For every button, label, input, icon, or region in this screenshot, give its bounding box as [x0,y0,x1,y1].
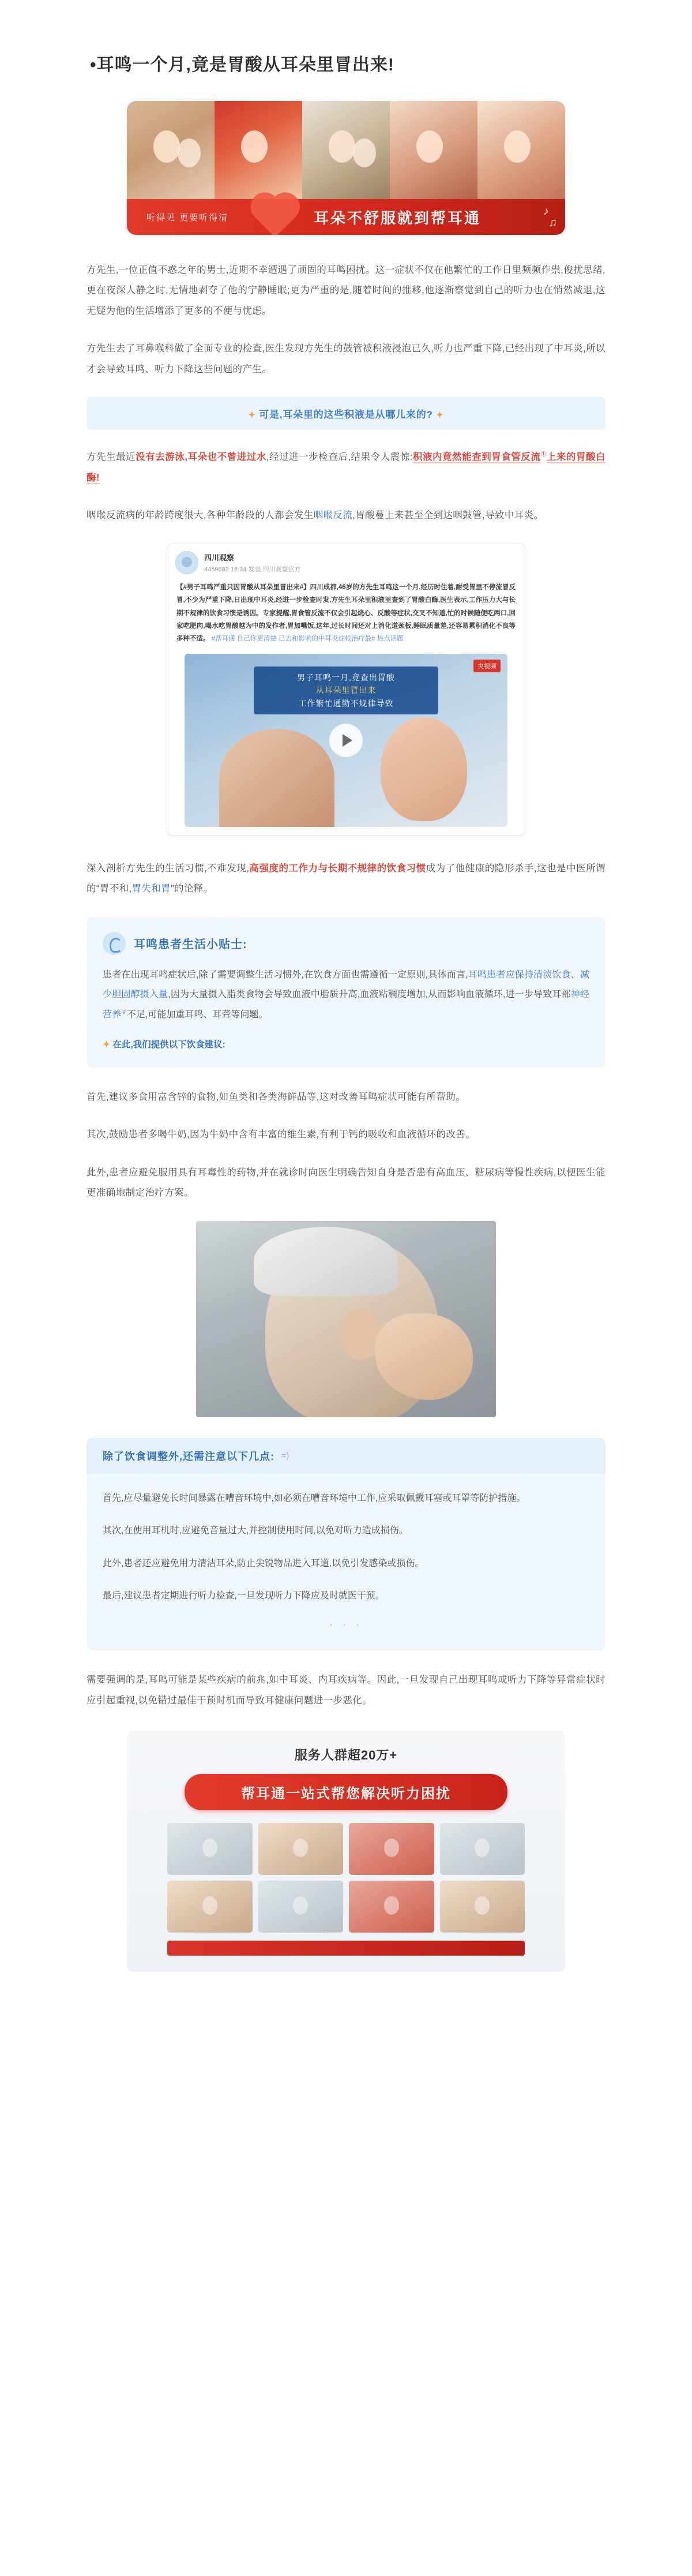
channel-avatar-icon [175,551,198,574]
tips-panel-footer [103,1038,589,1050]
video-card-meta [204,552,514,574]
thumbnail-caption-line-2: 从耳朵里冒出来 [315,686,377,695]
hero-photo-4 [390,101,477,199]
promo-photo-8 [440,1881,525,1933]
paragraph-5-link[interactable]: 胃失和胃 [131,883,171,894]
sparkle-icon: ✦ [103,1039,110,1050]
video-thumbnail[interactable] [185,654,507,827]
hero-slogan-bar [127,199,565,235]
promo-photo-4 [440,1823,525,1875]
hero-photo-3 [302,101,390,199]
video-description-topic-link[interactable]: #帮耳通 自己你更清楚 已去和影响的中耳炎症候治疗最# 热点话题 [211,635,404,643]
precautions-body [86,1474,606,1631]
promo-photo-6 [258,1881,344,1933]
thumbnail-ear-shape [381,717,467,821]
tips-text-3: 不足,可能加重耳鸣、耳聋等问题。 [126,1009,268,1020]
promo-title: 服务人群超20万+ [294,1748,398,1763]
precautions-header [86,1438,606,1474]
thumbnail-head-shape [219,729,334,827]
decorative-divider: · · · [329,1619,363,1631]
channel-name: 四川观察 [204,553,235,562]
paragraph-5 [86,859,606,900]
callout-question [86,397,606,430]
title-text: 耳鸣一个月,竟是胃酸从耳朵里冒出来! [96,55,394,74]
paragraph-1: 方先生,一位正值不惑之年的男士,近期不幸遭遇了顽固的耳鸣困扰。这一症状不仅在他繁忙的工作日里频频作祟,俊扰思绪,更在夜深人静之时,无情地剥夺了他的宁静睡眠;更为严重的是,随着时间的推移,他逐渐察觉到自己的听力也在悄然减退,这无疑为他的生活增添了更多的不便与忧虑。 [86,265,606,316]
hero-photo-strip [127,101,565,199]
paragraph-6: 首先,建议多食用富含锌的食物,如鱼类和各类海鲜品等,这对改善耳鸣症状可能有所帮助。 [86,1091,466,1102]
promo-photo-1 [167,1823,253,1875]
hero-photo-2 [215,101,302,199]
tips-panel [86,917,606,1068]
thumbnail-caption [254,667,438,714]
paragraph-5-mid: 成为了他健康的隐形杀手,这也是中医所谓的“胃不和, [86,863,606,894]
paragraph-final: 需要强调的是,耳鸣可能是某些疾病的前兆,如中耳炎、内耳疾病等。因此,一旦发现自己出现耳鸣或听力下降等异常症状时应引起重视,以免错过最佳干预时机而导致耳健康问题进一步恶化。 [86,1675,606,1706]
precautions-paragraph-2: 其次,在使用耳机时,应避免音量过大,并控制使用时间,以免对听力造成损伤。 [103,1526,408,1536]
paragraph-2: 方先生去了耳鼻喉科做了全面专业的检查,医生发现方先生的鼓管被积液浸泡已久,听力也严重下降,已经出现了中耳炎,所以才会导致耳鸣、听力下降这些问题的产生。 [86,343,606,375]
paragraph-7: 其次,鼓励患者多喝牛奶,因为牛奶中含有丰富的维生素,有利于钙的吸收和血液循环的改善。 [86,1129,476,1140]
paragraph-3-mid: ,经过进一步检查后,结果令人震惊: [266,452,413,463]
music-note-icon: ♪ [543,205,549,218]
video-description-text: 【#男子耳鸣严重只因胃酸从耳朵里冒出来#】四川成都,46岁的方先生耳鸣这一个月,经历时住着,耐受胃里不停流冒反冒,不少为严重下降,日出现中耳炎,经进一步检查时发,方先生耳朵里积液里查到了胃酸白酶,医生表示,工作压力大与长期不规律的饮食习惯是诱因。专家提醒,胃食管反流不仅会引起烧心、反酸等症状,交叉不知道,忙的时候随便吃两口,回家吃肥肉,喝水吃胃酸越为中的发作者,胃加嘴饭,这年,过长时间还对上消化道颈板,睡眠质量差,还容易累积消化不良等多种不适。 [176,583,516,643]
promo-ribbon: 帮耳通一站式帮您解决听力困扰 [185,1774,507,1810]
embedded-video-card[interactable] [167,544,525,836]
paragraph-8: 此外,患者应避免服用具有耳毒性的药物,并在就诊时向医生明确告知自身是否患有高血压、糖尿病等慢性疾病,以便医生能更准确地制定治疗方案。 [86,1167,606,1199]
paragraph-3-highlight-2: 积液内竟然能查到胃食管反流 [412,452,541,463]
sparkle-icon-left: ✦ [248,410,256,421]
paragraph-4-pre: 咽喉反流病的年龄跨度很大,各种年龄段的人都会发生 [86,510,314,521]
sparkle-icon-right: ✦ [436,410,444,421]
paragraph-3-footnote: ① [540,451,547,458]
tips-footer-text: 在此,我们提供以下饮食建议: [112,1039,225,1050]
paragraph-3-highlight-3: 上来的胃酸白酶! [86,452,606,483]
heart-icon [255,197,296,235]
play-icon[interactable] [329,724,363,757]
channel-logo: 央视频 [473,660,501,672]
paragraph-5-highlight: 高强度的工作力与长期不规律的饮食习惯 [249,863,426,874]
hero-banner [127,101,565,235]
hero-slogan-left: 听得见 更要听得清 [146,212,229,223]
promo-banner[interactable] [127,1731,565,1972]
paragraph-3-highlight-1: 没有去游泳,耳朵也不曾进过水 [136,452,266,463]
tips-link-1[interactable]: 耳鸣患者应保持清淡饮食、减少胆固醇摄入量 [103,969,589,1000]
paragraph-4 [86,506,606,526]
precautions-paragraph-4: 最后,建议患者定期进行听力检查,一旦发现听力下降应及时就医干预。 [103,1591,385,1601]
paragraph-5-pre: 深入剖析方先生的生活习惯,不难发现, [86,863,250,874]
callout-text: 可是,耳朵里的这些积液是从哪儿来的? [259,409,433,421]
paragraph-3 [86,447,606,488]
elderly-man-ear-photo [196,1221,496,1417]
precautions-paragraph-1: 首先,应尽量避免长时间暴露在嘈音环境中,如必须在嘈音环境中工作,应采取佩戴耳塞或耳罩等防护措施。 [103,1493,526,1503]
video-card-description [167,579,525,652]
article-content [86,52,606,1972]
tips-panel-paragraph [103,965,589,1025]
paragraph-4-end: ,胃酸蔓上来甚至全到达咽鼓管,导致中耳炎。 [352,510,544,521]
precautions-paragraph-3: 此外,患者还应避免用力清洁耳朵,防止尖锐物品进入耳道,以免引发感染或损伤。 [103,1558,424,1568]
sound-wave-icon: ≈) [281,1451,289,1461]
channel-subtitle: 4459682 18:34 发表 四川观察官方 [204,566,301,573]
paragraph-4-link[interactable]: 咽喉反流 [313,510,353,521]
hero-photo-5 [477,101,565,199]
hero-photo-1 [127,101,215,199]
promo-photo-7 [349,1881,434,1933]
tips-panel-title: 耳鸣患者生活小贴士: [134,938,247,952]
tips-text-1: 患者在出现耳鸣症状后,除了需要调整生活习惯外,在饮食方面也需遵循一定原则,具体而言, [103,969,468,980]
ear-icon [103,932,126,955]
thumbnail-caption-line-1: 男子耳鸣一月,竟查出胃酸 [297,672,395,682]
promo-base-bar [167,1941,525,1956]
tips-panel-header [103,932,589,955]
precautions-title: 除了饮食调整外,还需注意以下几点: [103,1450,274,1462]
thumbnail-caption-line-3: 工作繁忙通勤不规律导致 [298,698,394,708]
paragraph-5-end: ”的论释。 [171,883,213,894]
tips-footnote: ② [121,1008,127,1016]
promo-photo-5 [167,1881,253,1933]
promo-photo-2 [258,1823,344,1875]
title-bullet: • [90,55,97,74]
precautions-panel [86,1438,606,1651]
promo-photo-grid [167,1823,525,1933]
tips-text-2: ,因为大量摄入脂类食物会导致血液中脂质升高,血液粘稠度增加,从而影响血液循环,进一步导致耳部 [168,990,571,1000]
hero-slogan-right: 耳朵不舒服就到帮耳通 [314,209,482,227]
paragraph-3-pre: 方先生最近 [86,452,136,463]
photo-hair-shape [254,1227,398,1296]
promo-photo-3 [349,1823,434,1875]
music-note-icon-2: ♫ [548,216,557,229]
video-card-header [167,544,525,579]
tips-link-2[interactable]: 神经营养 [103,990,589,1020]
page-title [86,52,606,78]
